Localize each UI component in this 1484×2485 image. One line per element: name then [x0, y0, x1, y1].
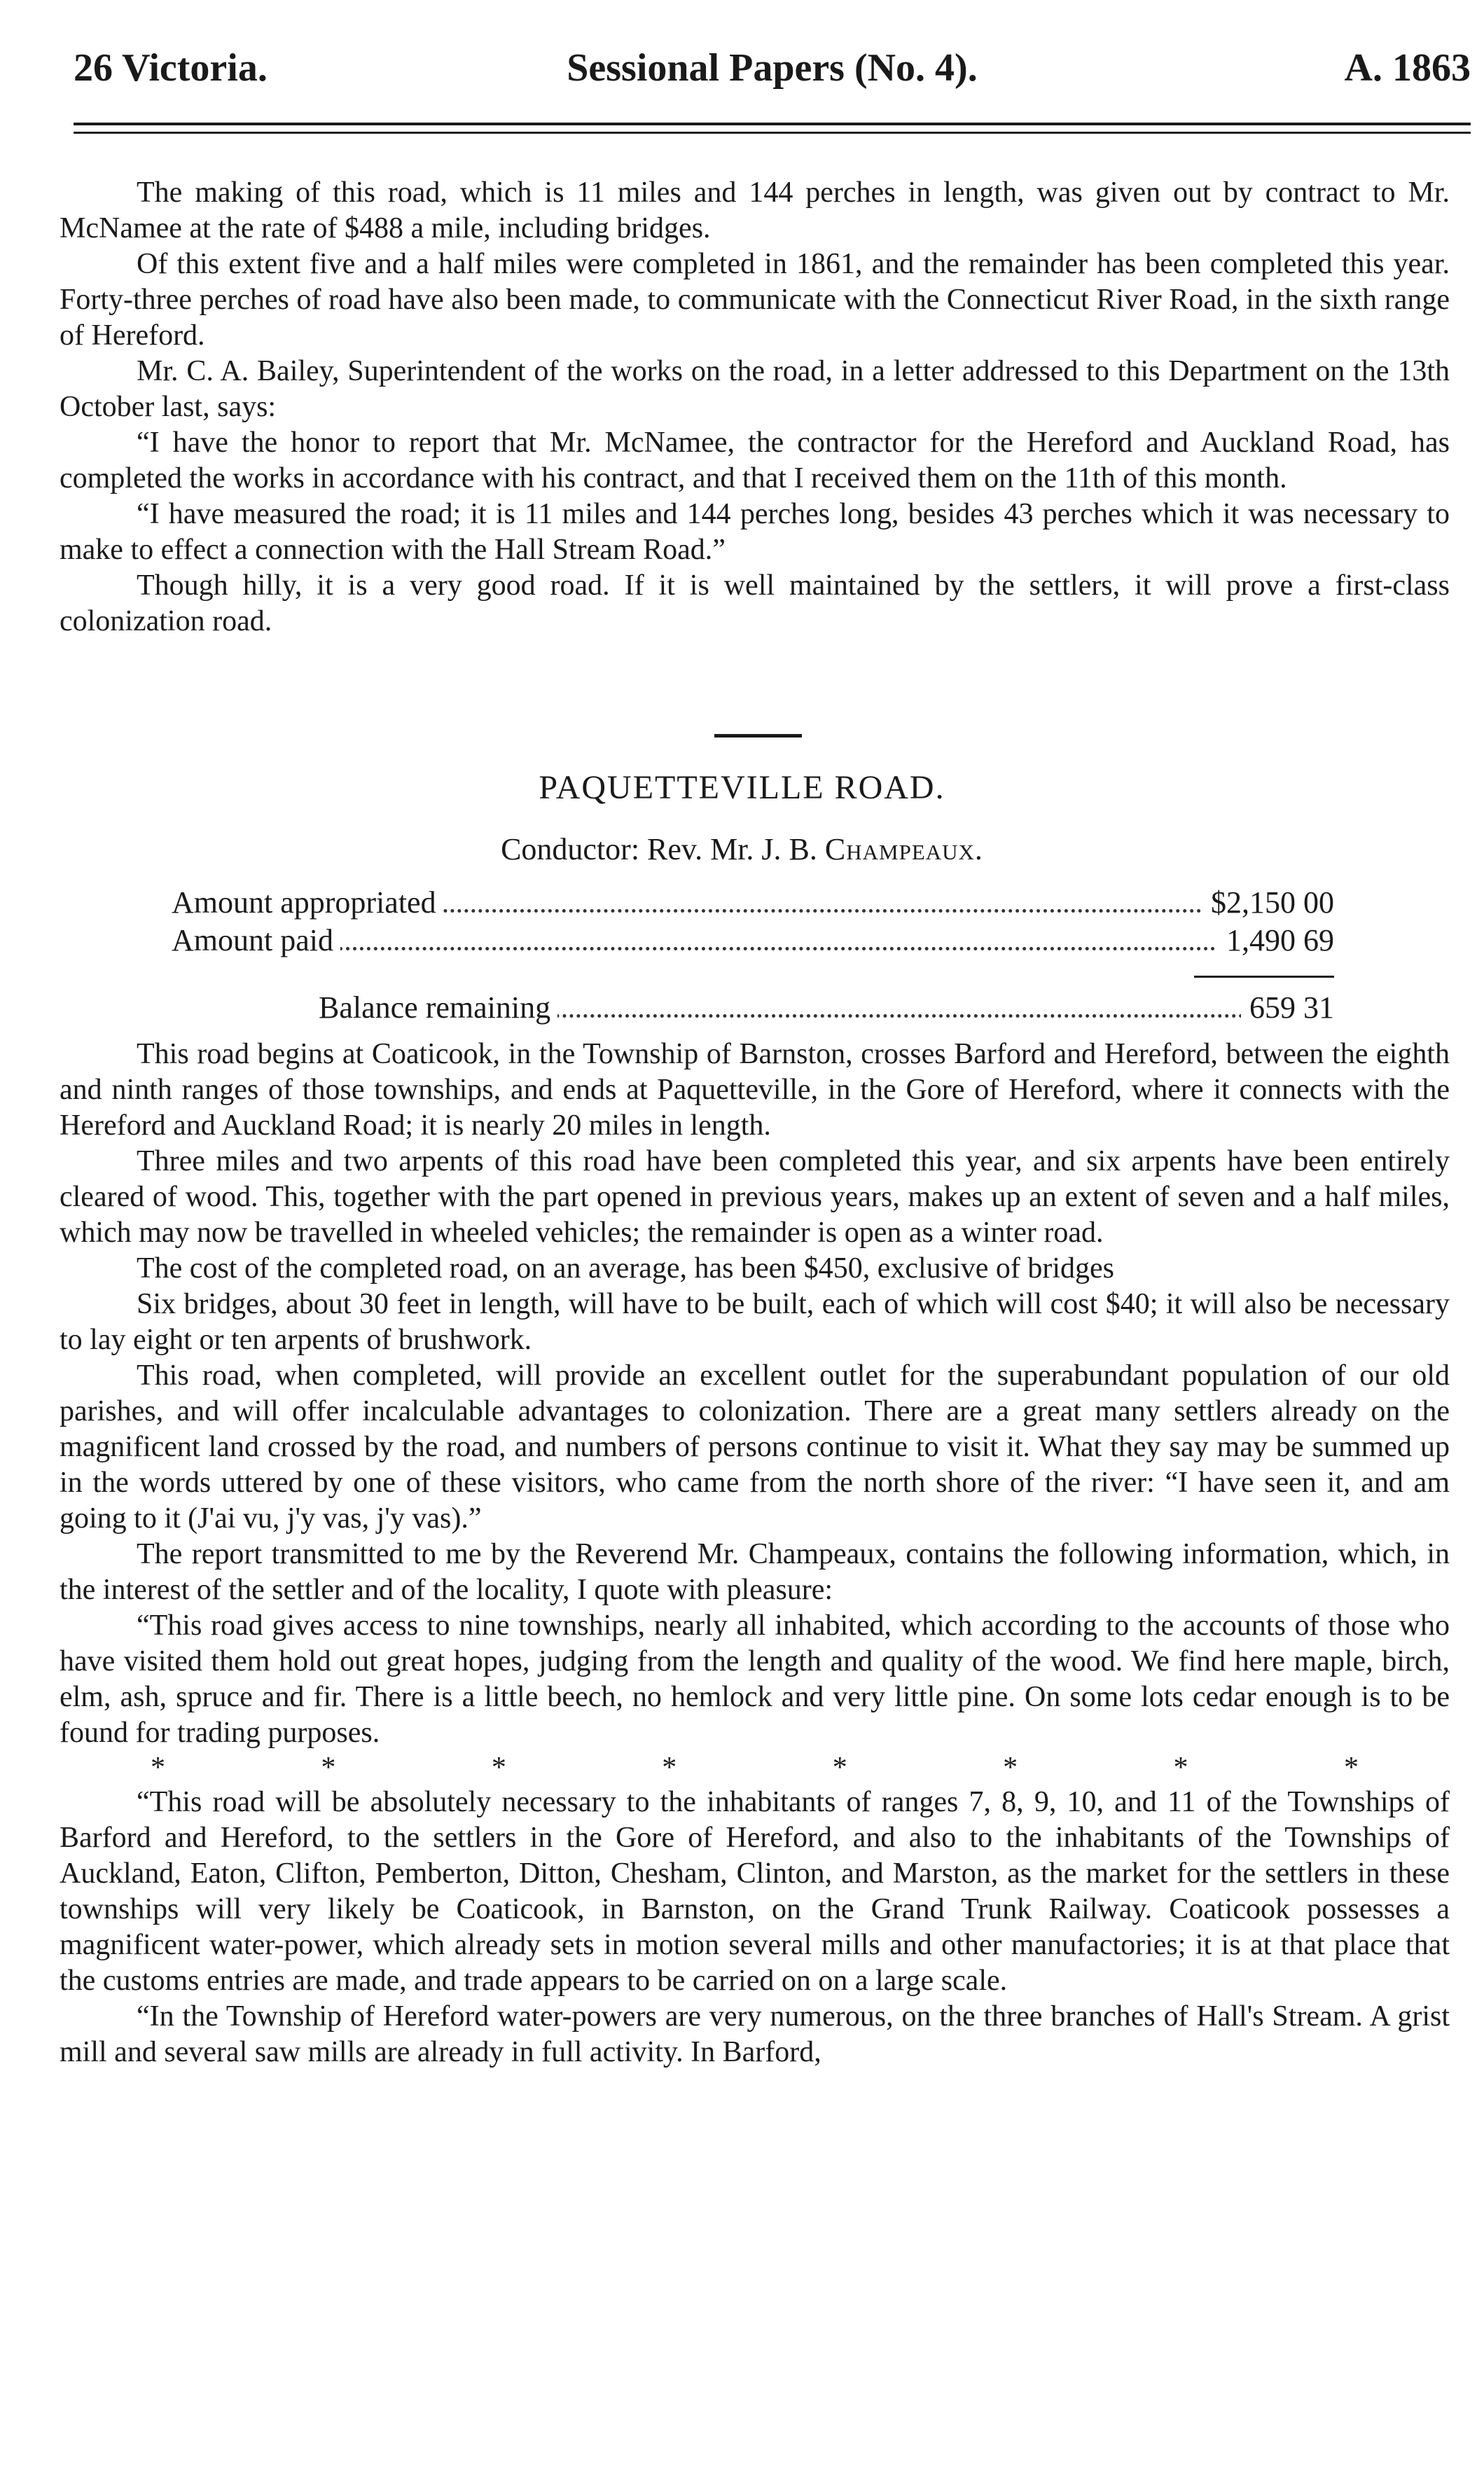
body-paragraph: Six bridges, about 30 feet in length, will have to be built, each of which will cost $40; it will also be necessary to lay eight or ten arpents of brushwork. [60, 1288, 1450, 1356]
header-title: Sessional Papers (No. 4). [567, 46, 978, 90]
quoted-paragraph: “I have the honor to report that Mr. McNamee, the contractor for the Hereford and Auckland Road, has completed the works in accordance with his contract, and that I received them on the 11th of this month. [60, 427, 1450, 494]
header-double-rule [74, 123, 1471, 134]
balance-remaining-label: Balance remaining [319, 989, 557, 1027]
balance-remaining-value: 659 31 [1241, 989, 1334, 1027]
amount-paid-value: 1,490 69 [1218, 922, 1334, 960]
conductor-line [0, 830, 1484, 869]
star: * [151, 1752, 165, 1784]
intro-paragraph: The making of this road, which is 11 miles and 144 perches in length, was given out by contract to Mr. McNamee at the rate of $488 a mile, including bridges. [60, 176, 1450, 244]
quoted-paragraph: “In the Township of Hereford water-powers are very numerous, on the three branches of Hall's Stream. A grist mill and several saw mills are already in full activity. In Barford, [60, 2000, 1450, 2068]
page-header [74, 43, 1471, 92]
intro-paragraph: Mr. C. A. Bailey, Superintendent of the works on the road, in a letter addressed to this Department on the 13th October last, says: [60, 355, 1450, 423]
header-year: A. 1863 [1344, 46, 1471, 90]
star: * [662, 1752, 677, 1784]
section-title: PAQUETTEVILLE ROAD. [539, 769, 945, 806]
quoted-paragraph: “This road gives access to nine townships, nearly all inhabited, which according to the accounts of those who have visited them hold out great hopes, judging from the length and quality of the wood. We find here maple, birch, elm, ash, spruce and fir. There is a little beech, no hemlock and very little pine. On some lots cedar enough is to be found for trading purposes. [60, 1610, 1450, 1749]
amount-paid-row [172, 922, 1334, 960]
star: * [1343, 1752, 1359, 1784]
body-paragraph: The cost of the completed road, on an average, has been $450, exclusive of bridges [137, 1252, 1115, 1285]
intro-paragraph: Though hilly, it is a very good road. If it is well maintained by the settlers, it will prove a first-class colonization road. [60, 569, 1450, 637]
leader-dots [172, 947, 1334, 950]
body-paragraph: This road begins at Coaticook, in the Township of Barnston, crosses Barford and Hereford, between the eighth and ninth ranges of those townships, and ends at Paquetteville, in the Gore of Hereford, where it connects with the Hereford and Auckland Road; it is nearly 20 miles in length. [60, 1038, 1450, 1142]
star: * [491, 1752, 506, 1784]
amount-appropriated-value: $2,150 00 [1202, 884, 1334, 922]
intro-section [60, 175, 1450, 639]
quoted-paragraph: “This road will be absolutely necessary to the inhabitants of ranges 7, 8, 9, 10, and 11 of the Townships of Barford and Hereford, to the settlers in the Gore of Hereford, and also to the inhabitants of the Townships of Auckland, Eaton, Clifton, Pemberton, Ditton, Chesham, Clinton, and Marston, as the market for the settlers in these townships will very likely be Coaticook, in Barnston, on the Grand Trunk Railway. Coaticook possesses a magnificent water-power, which already sets in motion several mills and other manufactories; it is at that place that the customs entries are made, and trade appears to be carried on on a large scale. [60, 1786, 1450, 1997]
star: * [321, 1752, 336, 1784]
body-paragraph: This road, when completed, will provide an excellent outlet for the superabundant population of our old parishes, and will offer incalculable advantages to colonization. There are a great many settlers already on the magnificent land crossed by the road, and numbers of persons continue to visit it. What they say may be summed up in the words uttered by one of these visitors, who came from the north shore of the river: “I have seen it, and am going to it (J'ai vu, j'y vas, j'y vas).” [60, 1359, 1450, 1535]
amount-appropriated-label: Amount appropriated [172, 884, 443, 922]
star: * [1003, 1752, 1018, 1784]
ellipsis-stars [60, 1751, 1450, 1785]
sum-rule [1194, 976, 1334, 978]
body-paragraph: Three miles and two arpents of this road have been completed this year, and six arpents have been entirely cleared of wood. This, together with the part opened in previous years, makes up an extent of seven and a half miles, which may now be travelled in wheeled vehicles; the remainder is open as a winter road. [60, 1145, 1450, 1249]
balance-remaining-row [319, 989, 1334, 1027]
star: * [832, 1752, 847, 1784]
header-volume: 26 Victoria. [74, 46, 268, 90]
conductor-label: Conductor: [501, 832, 640, 866]
intro-paragraph: Of this extent five and a half miles were completed in 1861, and the remainder has been completed this year. Forty-three perches of road have also been made, to communicate with the Connecticut River Road, in the sixth range of Hereford. [60, 248, 1450, 352]
amount-paid-label: Amount paid [172, 922, 340, 960]
conductor-name: Rev. Mr. J. B. [647, 832, 817, 866]
section-divider [714, 734, 802, 738]
conductor-surname: Champeaux. [824, 832, 983, 866]
star: * [1173, 1752, 1188, 1784]
body-paragraph: The report transmitted to me by the Reverend Mr. Champeaux, contains the following information, which, in the interest of the settler and of the locality, I quote with pleasure: [60, 1538, 1450, 1606]
body-section [60, 1037, 1450, 2070]
amount-appropriated-row [172, 884, 1334, 922]
quoted-paragraph: “I have measured the road; it is 11 miles and 144 perches long, besides 43 perches which it was necessary to make to effect a connection with the Hall Stream Road.” [60, 498, 1450, 566]
